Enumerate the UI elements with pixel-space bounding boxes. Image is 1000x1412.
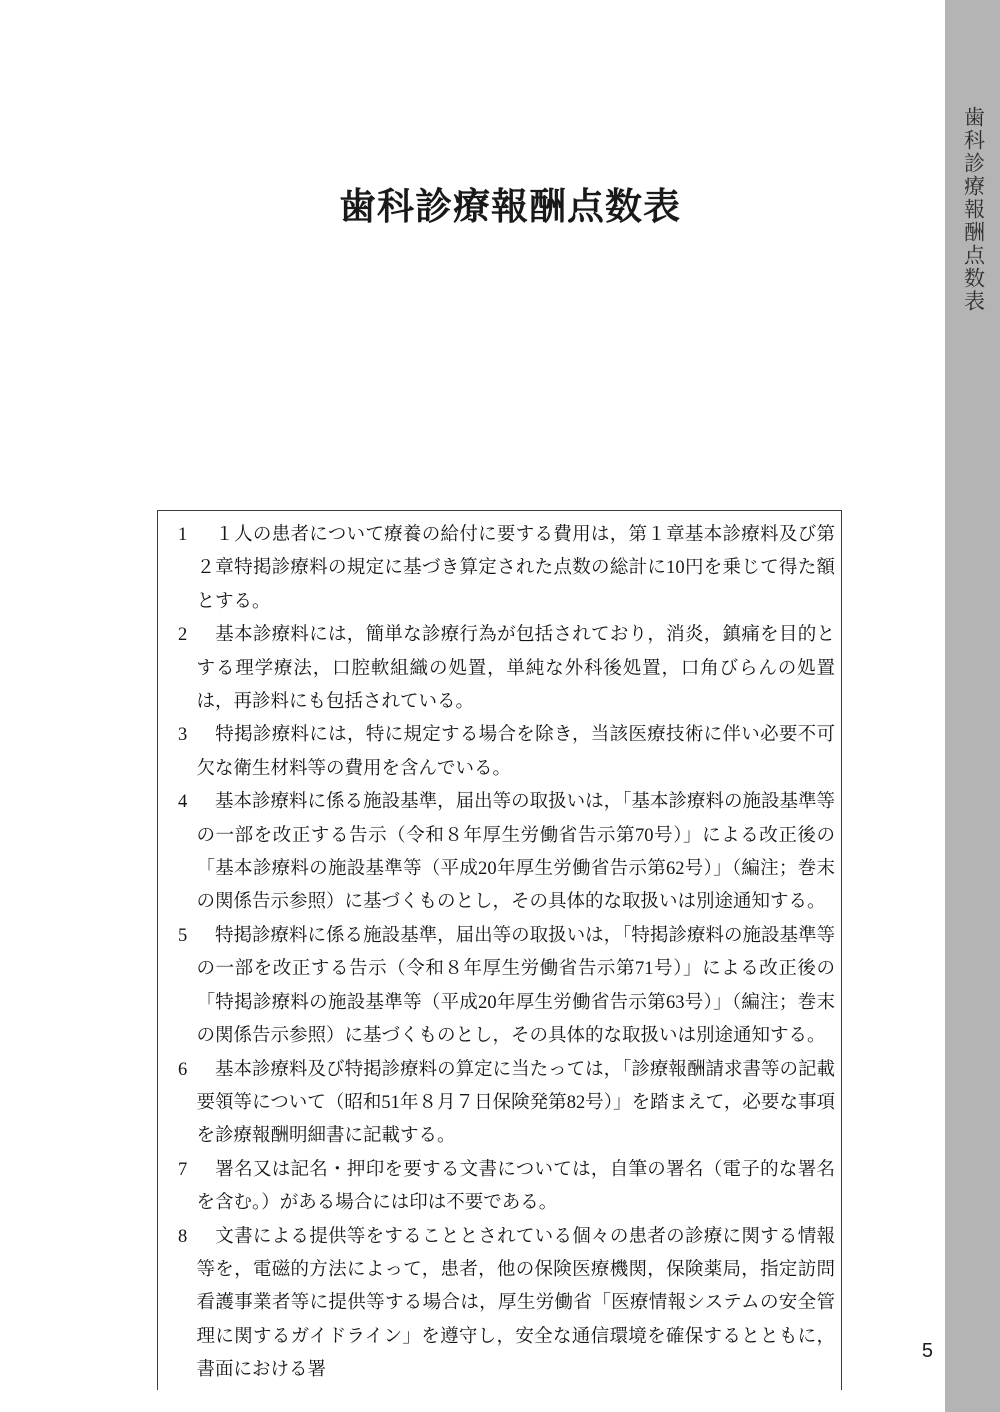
note-text: 特掲診療料には，特に規定する場合を除き，当該医療技術に伴い必要不可欠な衛生材料等の費用を含んでいる。 [196,725,835,779]
note-text: 文書による提供等をすることとされている個々の患者の診療に関する情報等を，電磁的方法によって，患者，他の保険医療機関，保険薬局，指定訪問看護事業者等に提供等する場合は，厚生労働省「医療情報システムの安全管理に関するガイドライン」を遵守し，安全な通信環境を確保するとともに，書面における署 [196,1226,835,1381]
note-text: １人の患者について療養の給付に要する費用は，第１章基本診療料及び第２章特掲診療料の規定に基づき算定された点数の総計に10円を乗じて得た額とする。 [196,525,835,612]
note-number: 1 [178,525,188,545]
note-item-2 [178,619,835,719]
note-text: 基本診療料に係る施設基準，届出等の取扱いは，「基本診療料の施設基準等の一部を改正する告示（令和８年厚生労働省告示第70号）」による改正後の「基本診療料の施設基準等（平成20年厚生労働省告示第62号）」（編注；巻末の関係告示参照）に基づくものとし，その具体的な取扱いは別途通知する。 [196,792,835,913]
note-number: 3 [178,725,188,746]
note-text: 基本診療料には，簡単な診療行為が包括されており，消炎，鎮痛を目的とする理学療法，口腔軟組織の処置，単純な外科後処置，口角びらんの処置は，再診料にも包括されている。 [196,625,835,713]
note-text: 特掲診療料に係る施設基準，届出等の取扱いは，「特掲診療料の施設基準等の一部を改正する告示（令和８年厚生労働省告示第71号）」による改正後の「特掲診療料の施設基準等（平成20年厚生労働省告示第63号）」（編注；巻末の関係告示参照）に基づくものとし，その具体的な取扱いは別途通知する。 [196,925,835,1047]
note-number: 5 [178,925,188,946]
note-item-5 [178,920,835,1054]
page-number: 5 [921,1340,933,1362]
note-number: 8 [178,1226,188,1247]
page-title: 歯科診療報酬点数表 [339,186,681,227]
note-item-4 [178,786,835,920]
note-number: 4 [178,792,188,813]
note-item-1 [178,519,835,619]
note-item-6 [178,1054,835,1154]
note-item-8 [178,1221,835,1388]
edge-tab-label: 歯科診療報酬点数表 [961,106,985,313]
note-item-7 [178,1154,835,1221]
note-number: 6 [178,1059,188,1080]
note-number: 2 [178,625,188,646]
note-text: 署名又は記名・押印を要する文書については，自筆の署名（電子的な署名を含む。）がある場合には印は不要である。 [196,1159,835,1214]
notes-box [157,510,842,1390]
note-number: 7 [178,1159,188,1180]
note-item-3 [178,719,835,786]
note-text: 基本診療料及び特掲診療料の算定に当たっては，「診療報酬請求書等の記載要領等について（昭和51年８月７日保険発第82号）」を踏まえて，必要な事項を診療報酬明細書に記載する。 [196,1059,835,1147]
